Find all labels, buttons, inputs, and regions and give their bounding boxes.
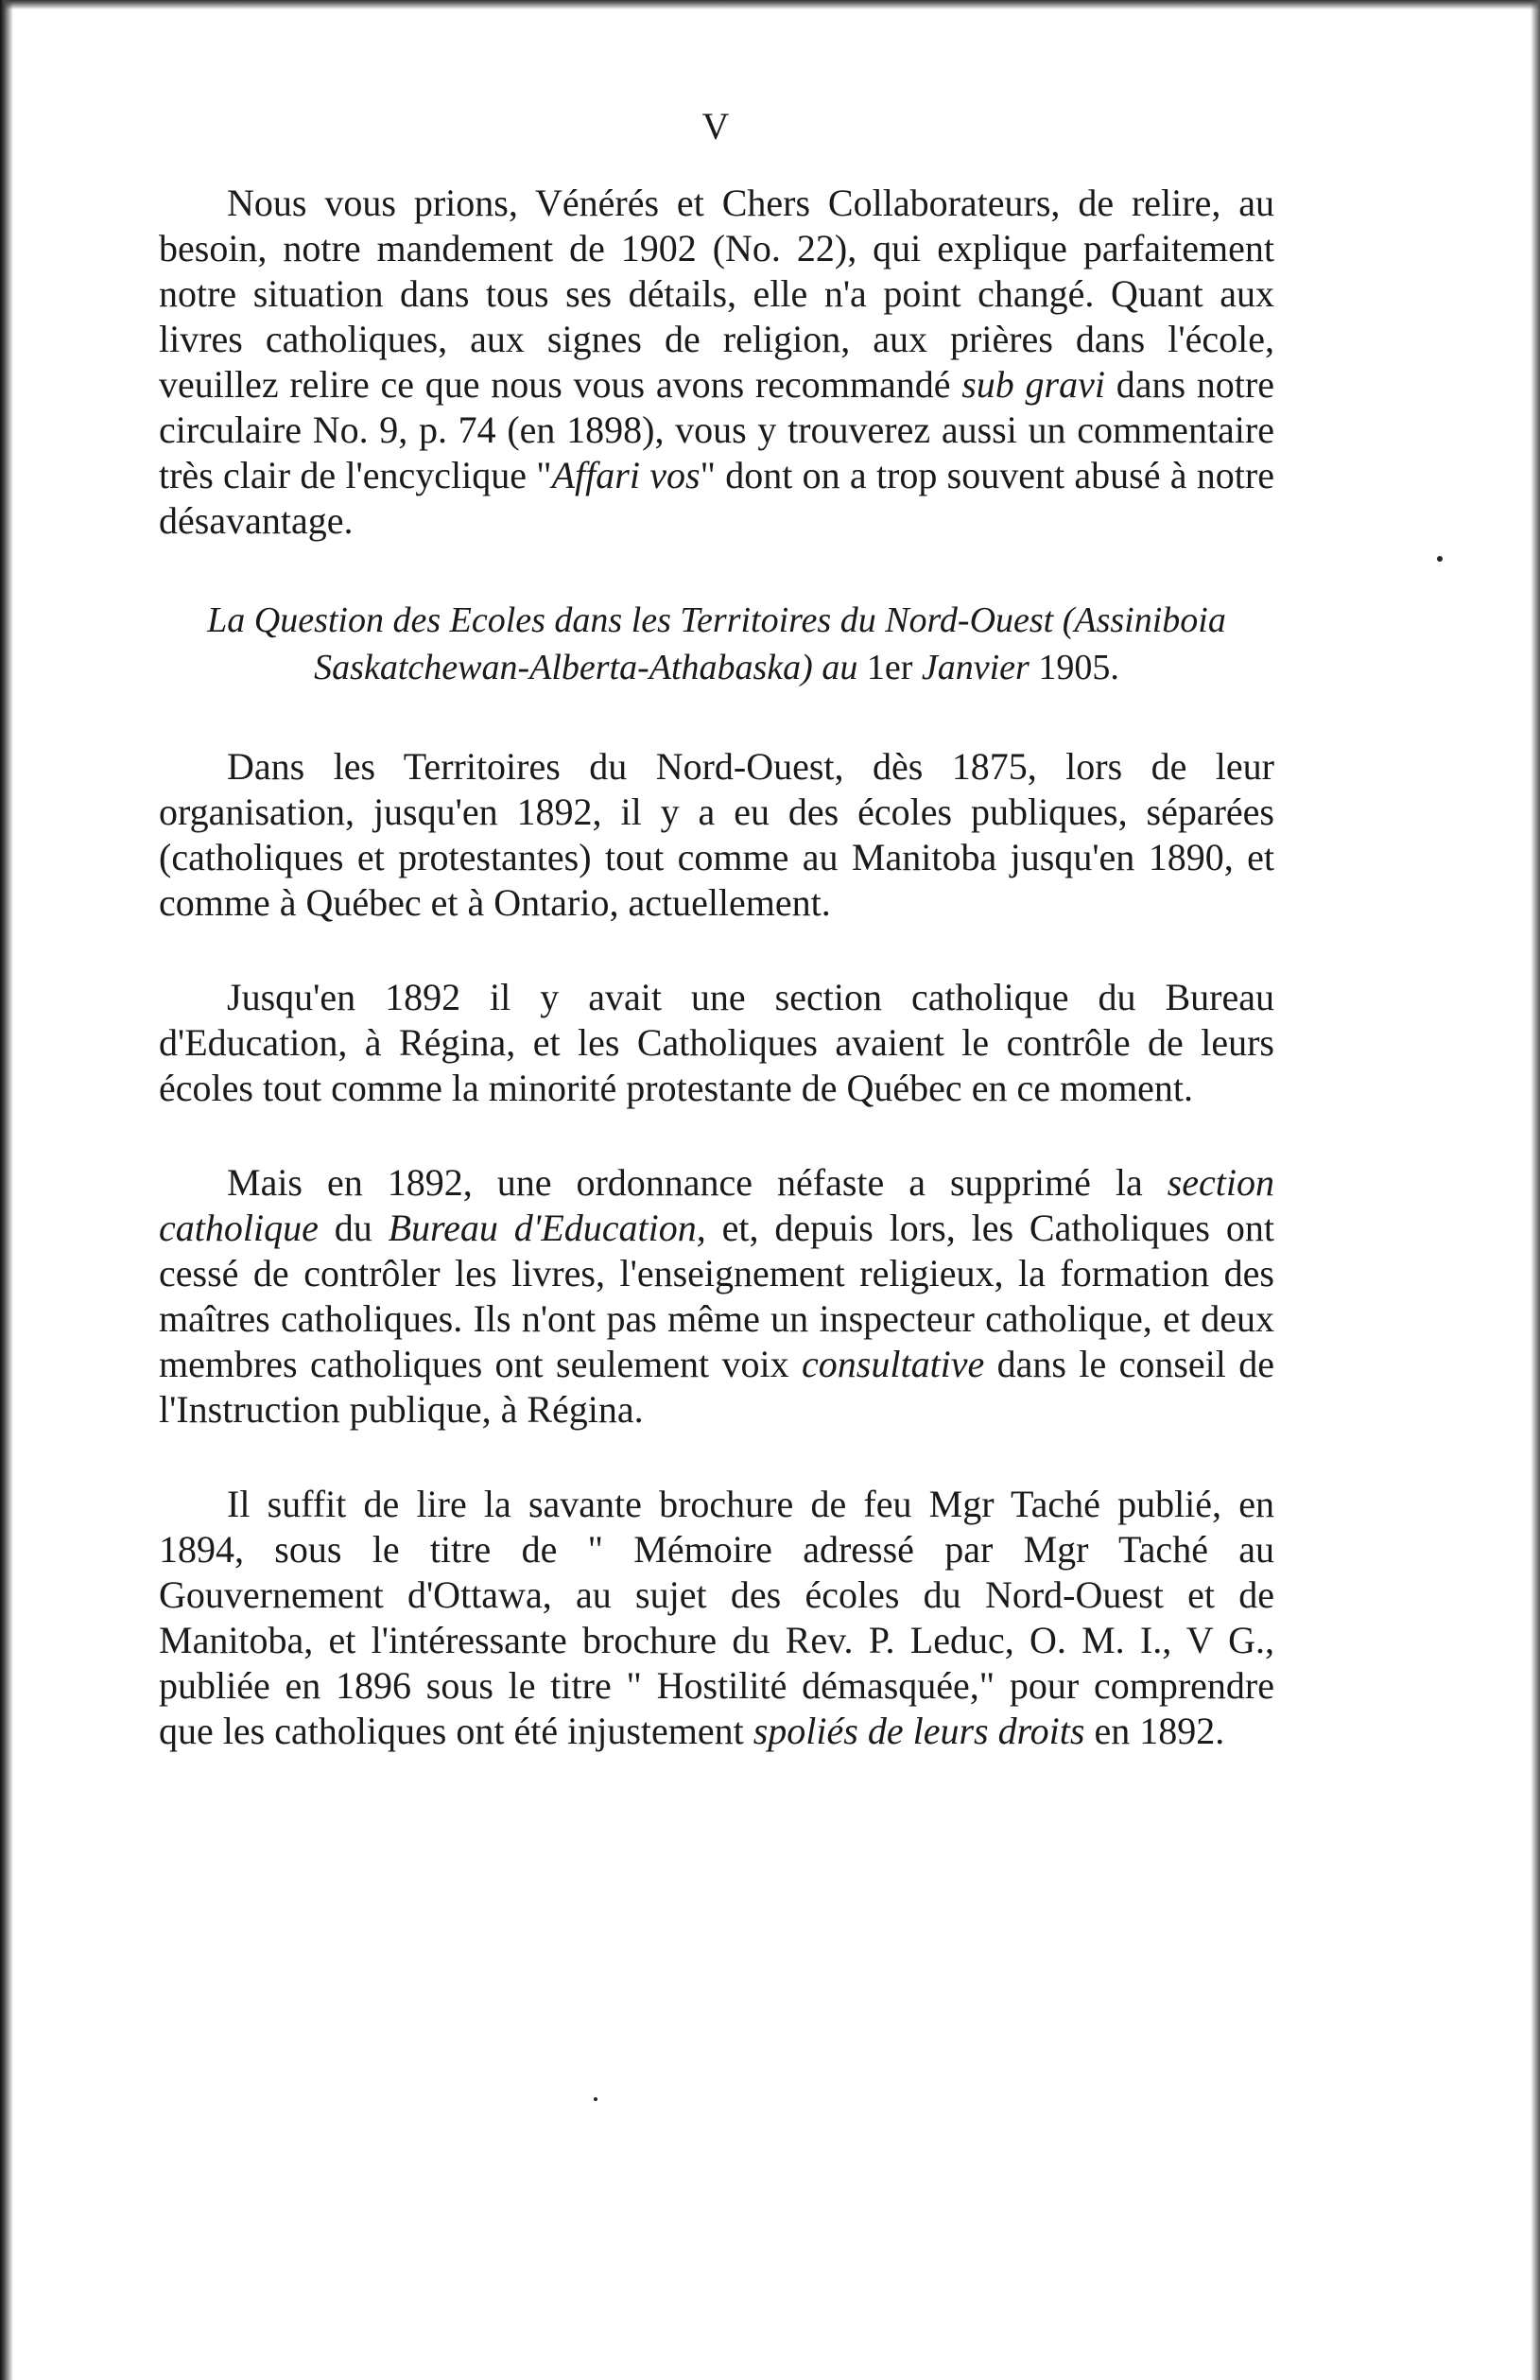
paragraph-brochures (159, 1482, 1274, 1754)
scan-edge-left (0, 0, 13, 2380)
italic-run: consultative (802, 1343, 985, 1385)
text-run: Il suffit de lire la savante brochure de feu Mgr Taché publié, en 1894, sous le titre de " Mémoire adressé par Mgr Taché au Gouvernement d'Ottawa, au sujet des écoles du Nord-Ouest et de Manitoba, et l'intéressante brochure du Rev. P. Leduc, O. M. I., V G., publiée en 1896 sous le titre " Hostilité démasquée," pour comprendre que les catholiques ont été injustement (159, 1483, 1274, 1752)
text-run: Nous vous prions, Vénérés et Chers Collaborateurs, de relire, au besoin, notre mandement de 1902 (No. 22), qui explique parfaitement notre situation dans tous ses détails, elle n'a point changé. Quant aux livres catholiques, aux signes de religion, aux prières dans l'école, veuillez relire ce que nous vous avons recommandé (159, 182, 1274, 406)
italic-run: sub gravi (961, 363, 1105, 406)
heading-run: Janvier (912, 648, 1039, 687)
italic-run: Affari vos (551, 454, 701, 496)
stray-ink-mark (1437, 556, 1443, 562)
italic-run: spoliés de leurs droits (753, 1710, 1085, 1752)
document-page (159, 95, 1274, 1754)
heading-run: La Question des Ecoles dans les Territoires du Nord-Ouest (Assiniboia Saskatchewan-Alberta-Athabaska) au (207, 600, 1226, 687)
italic-run: section catholique (159, 1161, 1274, 1249)
text-run: dans notre circulaire No. 9, p. 74 (en 1898), vous y trouverez aussi un commentaire très clair de l'encyclique " (159, 363, 1274, 496)
heading-run: 1905. (1038, 648, 1119, 687)
paragraph-bureau: Jusqu'en 1892 il y avait une section catholique du Bureau d'Education, à Régina, et les Catholiques avaient le contrôle de leurs écoles tout comme la minorité protestante de Québec en ce moment. (159, 976, 1274, 1109)
scan-edge-top (0, 0, 1540, 9)
text-run: en 1892. (1084, 1710, 1225, 1752)
paragraph-ordinance (159, 1160, 1274, 1433)
text-run: " dont on a trop souvent abusé à notre désavantage. (159, 454, 1274, 542)
text-run: et, depuis lors, les Catholiques ont cessé de contrôler les livres, l'enseignement religieux, la formation des maîtres catholiques. Ils n'ont pas même un inspecteur catholique, et deux membres catholiques ont seulement voix (159, 1207, 1274, 1385)
paragraph-history: Dans les Territoires du Nord-Ouest, dès 1875, lors de leur organisation, jusqu'en 1892, il y a eu des écoles publiques, séparées (catholiques et protestantes) tout comme au Manitoba jusqu'en 1890, et comme à Québec et à Ontario, actuellement. (159, 745, 1274, 924)
page-number: V (701, 105, 732, 148)
italic-run: Bureau d'Education, (388, 1207, 706, 1249)
scan-edge-right (1531, 0, 1540, 2380)
text-run: Mais en 1892, une ordonnance néfaste a supprimé la (227, 1161, 1168, 1204)
section-heading (159, 597, 1274, 691)
paragraph-recommendation (159, 181, 1274, 544)
text-run: du (318, 1207, 389, 1249)
text-run: dans le conseil de l'Instruction publique, à Régina. (159, 1343, 1274, 1431)
stray-ink-mark (594, 2097, 597, 2101)
heading-run: 1er (866, 648, 913, 687)
